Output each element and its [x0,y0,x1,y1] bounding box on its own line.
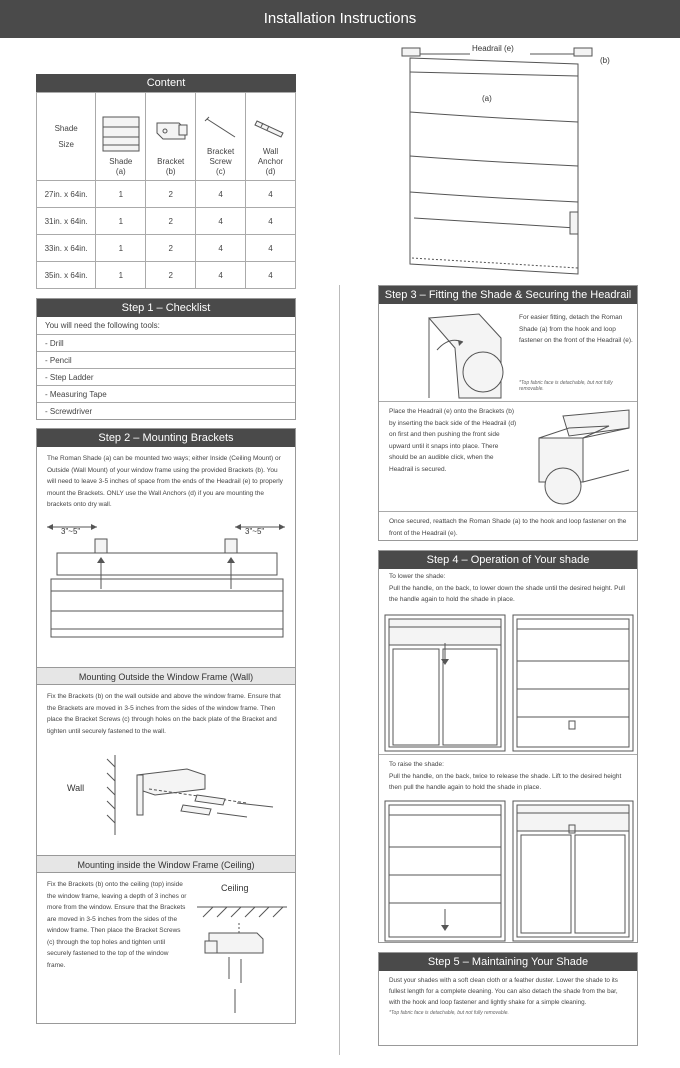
step5-text: Dust your shades with a soft clean cloth or a feather duster. Lower the shade to its fullest length for a complete cleaning. You can also detach the shade from the bar, with the hook and loop fastener and lightly shake for a simple cleaning. [389,977,618,1006]
step3-part2 [379,402,637,512]
step4-header: Step 4 – Operation of Your shade [379,551,637,569]
page-title: Installation Instructions [0,0,680,38]
step2-header: Step 2 – Mounting Brackets [37,429,295,447]
value-cell: 4 [246,181,296,208]
tool-item: - Pencil [37,351,295,368]
step1-section [36,298,296,420]
screw-icon [199,113,243,145]
column-anchor-label: Wall Anchor (d) [257,147,284,176]
step3-part1 [379,304,637,402]
value-cell: 4 [246,208,296,235]
value-cell: 1 [96,208,146,235]
value-cell: 4 [246,262,296,289]
column-bracket [146,93,196,181]
column-anchor [246,93,296,181]
step1-intro: You will need the following tools: [45,321,160,330]
roman-shade-icon [390,42,620,280]
tool-item: - Measuring Tape [37,385,295,402]
shade-callout-label: (a) [482,94,492,103]
lower-shade-icon [379,613,637,755]
column-screw-label: Bracket Screw (c) [207,147,235,176]
bracket-icon [149,115,193,155]
value-cell: 4 [196,262,246,289]
column-shade-label: Shade (a) [109,157,133,176]
column-shade [96,93,146,181]
step3-section [378,285,638,541]
step5-section [378,952,638,1046]
table-row [37,235,296,262]
step2-section [36,428,296,1024]
value-cell: 2 [146,208,196,235]
shade-overview-diagram [390,42,620,280]
outside-mount-header: Mounting Outside the Window Frame (Wall) [37,667,295,685]
inside-mount-text: Fix the Brackets (b) onto the ceiling (top) inside the window frame, leaving a depth of 3 inches or more from the window. Ensure that the Brackets are moved in 3-5 inches from the sides of the window frame. Then place the Bracket Screws (c) through the top holes and tighten until securely fastened to the top of the window frame. [47,881,187,969]
table-row [37,262,296,289]
outside-mount-text: Fix the Brackets (b) on the wall outside and above the window frame. Ensure that the Brackets are moved in 3-5 inches from the sides of the window frame. Then place the Bracket Screws (c) through holes on the back plate of the Bracket and tighten until securely fastened to the wall. [47,693,281,735]
step2-text: The Roman Shade (a) can be mounted two ways; either Inside (Ceiling Mount) or Outside (Wall Mount) of your window frame using the provided Brackets (b). You will need to leave 3-5 inches of space from the ends of the Headrail (e) to properly mount the Brackets. ONLY use the Wall Anchors (d) if you are mounting the brackets onto dry wall. [47,455,283,508]
column-divider [339,285,340,1055]
value-cell: 2 [146,262,196,289]
headrail-detach-icon [409,308,509,400]
headrail-label: Headrail (e) [472,44,514,53]
tool-item: - Drill [37,334,295,351]
size-cell: 31in. x 64in. [37,208,96,235]
content-section [36,74,296,290]
content-table [36,92,296,289]
step4-section [378,550,638,943]
ceiling-mount-icon [187,893,295,1021]
value-cell: 2 [146,181,196,208]
raise-text: Pull the handle, on the back, twice to release the shade. Lift to the desired height then pull the handle again to hold the shade in place. [389,772,622,791]
headrail-attach-icon [529,408,637,508]
ceiling-mount-block [37,873,295,1023]
step3-text2: Place the Headrail (e) onto the Brackets (b) by inserting the back side of the Headrail (d) on first and then pushing the front side upward until it snaps into place. There should be an audible click, when the Headrail is secured. [389,408,517,473]
value-cell: 2 [146,235,196,262]
value-cell: 1 [96,262,146,289]
value-cell: 4 [196,208,246,235]
raise-shade-icon [379,799,637,943]
bracket-diagram-icon [37,519,295,667]
lower-text: Pull the handle, on the back, to lower down the shade until the desired height. Pull the handle again to hold the shade in place. [389,584,625,603]
bracket-callout-label: (b) [600,56,610,65]
table-row [37,208,296,235]
dim-right-label: 3"~5" [245,527,265,536]
lower-title: To lower the shade: [389,573,446,580]
value-cell: 1 [96,235,146,262]
inside-mount-header: Mounting inside the Window Frame (Ceiling) [37,855,295,873]
value-cell: 4 [196,235,246,262]
wall-mount-icon [37,745,295,855]
wall-anchor-icon [249,113,293,145]
column-bracket-label: Bracket (b) [157,157,185,176]
tool-item: - Step Ladder [37,368,295,385]
size-cell: 33in. x 64in. [37,235,96,262]
wall-mount-diagram [37,745,295,855]
step3-note: *Top fabric face is detachable, but not fully removable. [519,380,613,392]
bracket-placement-diagram [37,519,295,667]
ceiling-label: Ceiling [221,883,249,893]
raise-instructions [379,755,637,799]
size-cell: 35in. x 64in. [37,262,96,289]
shade-size-header: Shade Size [37,93,96,181]
value-cell: 4 [246,235,296,262]
step3-text3: Once secured, reattach the Roman Shade (a) to the hook and loop fastener on the front of the Headrail (e). [389,518,627,537]
table-row [37,181,296,208]
value-cell: 1 [96,181,146,208]
size-cell: 27in. x 64in. [37,181,96,208]
step3-text1: For easier fitting, detach the Roman Shade (a) from the hook and loop fastener on the front of the Headrail (e). [519,314,633,344]
dim-left-label: 3"~5" [61,527,81,536]
lower-diagrams [379,613,637,755]
step5-header: Step 5 – Maintaining Your Shade [379,953,637,971]
step5-note: *Top fabric face is detachable, but not fully removable. [389,1010,509,1016]
lower-instructions [379,569,637,613]
content-header: Content [36,74,296,92]
step3-header: Step 3 – Fitting the Shade & Securing the Headrail [379,286,637,304]
raise-diagrams [379,799,637,943]
shade-icon [99,115,143,155]
wall-label: Wall [67,783,85,793]
step1-header: Step 1 – Checklist [37,299,295,317]
tool-item: - Screwdriver [37,402,295,419]
value-cell: 4 [196,181,246,208]
column-screw [196,93,246,181]
raise-title: To raise the shade: [389,761,444,768]
